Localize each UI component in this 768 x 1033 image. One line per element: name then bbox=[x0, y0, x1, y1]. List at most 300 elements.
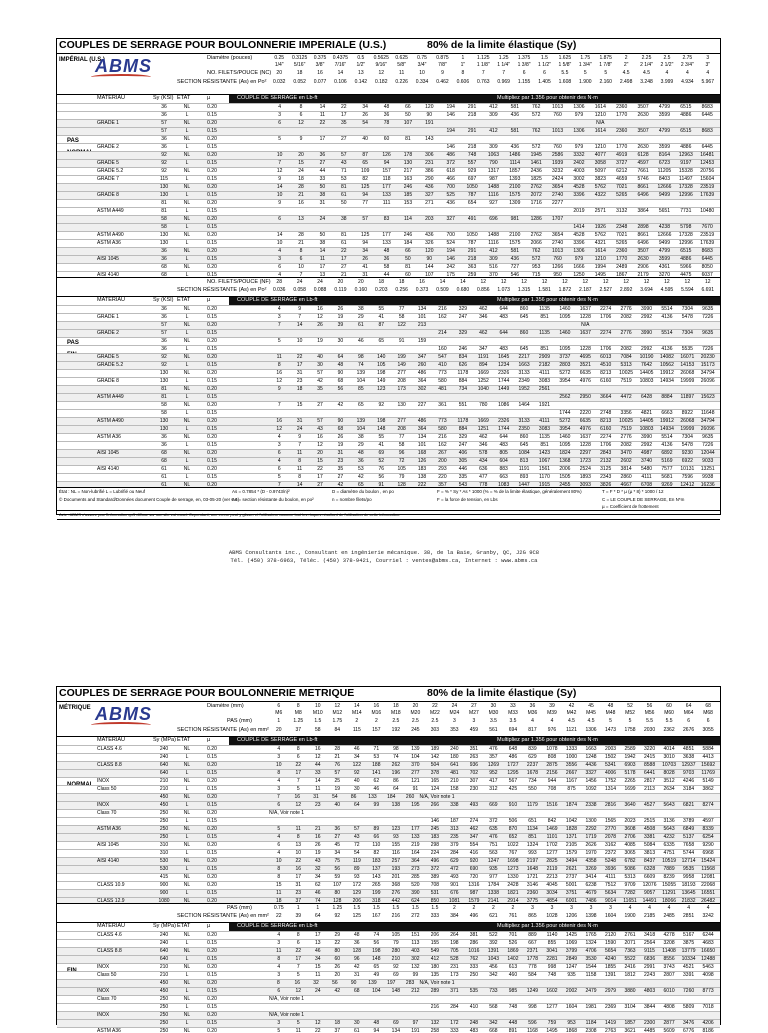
cell-et: L bbox=[185, 802, 189, 808]
torque-cell bbox=[654, 120, 675, 127]
header-value: 3 bbox=[550, 905, 554, 911]
torque-cell: 1867 bbox=[616, 272, 628, 278]
torque-cell bbox=[616, 322, 636, 329]
header-value: 30 bbox=[490, 703, 497, 709]
torque-cell: 191 bbox=[425, 120, 434, 126]
torque-cell: 953 bbox=[567, 1020, 576, 1026]
table-row bbox=[57, 247, 720, 255]
header-value: 0.5 bbox=[357, 55, 365, 61]
cell-et: NL bbox=[183, 370, 191, 376]
torque-cell: 178 bbox=[403, 152, 413, 158]
torque-cell: 2621 bbox=[565, 866, 578, 872]
table-row bbox=[57, 417, 720, 425]
torque-cell: 4528 bbox=[573, 232, 585, 238]
torque-cell: 1784 bbox=[487, 882, 499, 888]
torque-cell: 2950 bbox=[579, 394, 591, 400]
table-row bbox=[57, 833, 720, 841]
torque-cell: 851 bbox=[540, 346, 549, 352]
torque-cell: 1092 bbox=[585, 786, 597, 792]
header-value: 621 bbox=[489, 913, 498, 919]
torque-cell: 3507 bbox=[637, 104, 649, 110]
torque-cell: 80 bbox=[334, 948, 341, 954]
torque-cell: 363 bbox=[467, 264, 477, 270]
torque-cell bbox=[328, 818, 348, 825]
torque-cell: 17 bbox=[341, 112, 347, 118]
cell-mu: 0.20 bbox=[207, 434, 217, 440]
torque-cell bbox=[643, 810, 662, 817]
torque-cell: 1135 bbox=[539, 330, 550, 336]
torque-cell: 8 bbox=[299, 104, 303, 110]
torque-cell: 6 bbox=[296, 754, 300, 760]
torque-cell: 403 bbox=[411, 948, 420, 954]
cell-et: NL bbox=[183, 794, 191, 800]
company-address bbox=[0, 549, 768, 565]
torque-cell: 2360 bbox=[616, 104, 628, 110]
table-row bbox=[57, 1027, 720, 1033]
torque-cell: 43 bbox=[317, 426, 323, 432]
torque-cell: 2120 bbox=[604, 932, 617, 938]
torque-cell: 839 bbox=[528, 746, 537, 752]
torque-cell: 17 bbox=[295, 770, 302, 776]
torque-cell: 5 bbox=[277, 474, 281, 480]
torque-cell: 7304 bbox=[681, 434, 693, 440]
torque-cell: 668 bbox=[489, 1028, 498, 1033]
torque-cell: 2023 bbox=[624, 818, 636, 824]
torque-cell: 1669 bbox=[477, 418, 489, 424]
torque-cell: 1247 bbox=[565, 964, 578, 970]
torque-cell: 123 bbox=[377, 386, 386, 392]
torque-cell: 629 bbox=[450, 858, 459, 864]
torque-cell: 48 bbox=[383, 248, 390, 254]
torque-cell bbox=[699, 980, 718, 987]
torque-cell: 57 bbox=[354, 826, 360, 832]
torque-cell: 8403 bbox=[658, 176, 670, 182]
cell-mat: AISI 1045 bbox=[97, 256, 119, 262]
torque-cell: 10131 bbox=[680, 466, 695, 472]
torque-cell: 2762 bbox=[530, 184, 542, 190]
torque-cell: 119 bbox=[352, 858, 361, 864]
torque-cell: 81 bbox=[405, 264, 411, 270]
torque-cell: 260 bbox=[417, 362, 427, 368]
torque-values bbox=[269, 370, 718, 377]
torque-cell: 6 bbox=[296, 940, 300, 946]
torque-cell: 6723 bbox=[658, 160, 670, 166]
torque-cell: 4821 bbox=[640, 410, 653, 416]
torque-cell bbox=[397, 208, 418, 215]
header-value: 2.75 bbox=[682, 55, 693, 61]
torque-cell: 15 bbox=[298, 160, 304, 166]
torque-cell: 128 bbox=[352, 948, 361, 954]
torque-cell bbox=[386, 1004, 406, 1011]
torque-cell bbox=[398, 996, 417, 1003]
torque-cell bbox=[473, 996, 492, 1003]
torque-cell: 8773 bbox=[702, 988, 714, 994]
torque-cell: 21 bbox=[298, 192, 304, 198]
torque-cell: 651 bbox=[528, 818, 537, 824]
torque-cell: 1721 bbox=[526, 874, 539, 880]
torque-cell bbox=[514, 394, 534, 401]
torque-cell: 1101 bbox=[546, 834, 558, 840]
header-value: 1 3/8" bbox=[517, 62, 531, 68]
cell-mat: GRADE 5 bbox=[97, 160, 119, 166]
torque-cell: 4919 bbox=[616, 152, 628, 158]
torque-values bbox=[269, 466, 718, 473]
torque-cell: 2740 bbox=[552, 192, 564, 198]
cell-et: L bbox=[185, 208, 189, 214]
header-value: 761 bbox=[508, 913, 518, 919]
header-value: 3.5 bbox=[509, 718, 517, 724]
torque-cell: 1828 bbox=[565, 826, 578, 832]
torque-values bbox=[269, 248, 718, 255]
torque-cell: 6244 bbox=[702, 932, 714, 938]
torque-cell: 998 bbox=[547, 964, 557, 970]
torque-cell: 137 bbox=[372, 866, 381, 872]
torque-cell: 1706 bbox=[600, 314, 612, 320]
header-value: 3/8" bbox=[315, 62, 325, 68]
torque-cell bbox=[555, 386, 575, 393]
footer-d-note: D = diamètre du boulon , en po bbox=[332, 489, 394, 494]
header-value: 20 bbox=[412, 703, 419, 709]
torque-cell: 697 bbox=[467, 176, 477, 182]
cell-sy: 310 bbox=[159, 842, 169, 848]
torque-cell bbox=[643, 996, 662, 1003]
cell-mu: 0.15 bbox=[207, 192, 217, 198]
header-value: 24 bbox=[451, 703, 458, 709]
torque-cell: 406 bbox=[458, 450, 468, 456]
torque-cell: 496 bbox=[430, 858, 440, 864]
header-value: 4 bbox=[665, 70, 669, 76]
table-row bbox=[57, 939, 720, 947]
torque-cell: 3823 bbox=[594, 176, 606, 182]
torque-cell: 6445 bbox=[701, 144, 713, 150]
header-value: 0.119 bbox=[334, 287, 347, 293]
torque-cell: 1970 bbox=[585, 850, 597, 856]
torque-cell: 218 bbox=[467, 256, 477, 262]
torque-cell: 57 bbox=[317, 418, 323, 424]
torque-cell: 6 bbox=[277, 802, 281, 808]
torque-cell: 3638 bbox=[683, 754, 695, 760]
torque-cell: 4751 bbox=[663, 850, 675, 856]
torque-cell: 648 bbox=[508, 746, 518, 752]
header-value: 6 bbox=[687, 718, 690, 724]
header-value: 1121 bbox=[566, 727, 577, 733]
header-value: 2.498 bbox=[619, 79, 633, 85]
torque-cell: 1050 bbox=[466, 184, 478, 190]
torque-cell: 40 bbox=[317, 354, 323, 360]
torque-cell: 89 bbox=[373, 826, 380, 832]
torque-cell: 4436 bbox=[585, 762, 597, 768]
torque-cell: 446 bbox=[458, 466, 468, 472]
header-value: 14 bbox=[337, 70, 344, 76]
torque-cell: 153 bbox=[403, 200, 413, 206]
torque-cell: 2066 bbox=[530, 240, 542, 246]
cell-et: L bbox=[185, 1004, 189, 1010]
torque-cell: 250 bbox=[469, 972, 479, 978]
torque-cell: 1043 bbox=[487, 956, 499, 962]
torque-cell: 194 bbox=[446, 104, 455, 110]
table-row bbox=[57, 409, 720, 417]
torque-cell: 920 bbox=[469, 858, 479, 864]
torque-cell: 15055 bbox=[662, 882, 677, 888]
torque-cell: 65 bbox=[378, 338, 385, 344]
header-value: 496 bbox=[469, 913, 479, 919]
torque-cell: 26 bbox=[337, 434, 344, 440]
torque-cell: 4136 bbox=[661, 442, 673, 448]
torque-cell: 16551 bbox=[701, 890, 716, 896]
metric-sheet bbox=[56, 686, 721, 1033]
torque-cell: 11 bbox=[295, 1028, 301, 1033]
cell-mu: 0.20 bbox=[207, 948, 217, 954]
torque-cell: 175 bbox=[446, 272, 455, 278]
torque-cell: 22 bbox=[315, 1028, 321, 1033]
torque-cell: 3954 bbox=[559, 426, 571, 432]
torque-cell: 60 bbox=[383, 136, 390, 142]
torque-cell: 206 bbox=[352, 898, 361, 904]
cell-sy: 68 bbox=[161, 450, 167, 456]
header-value: 1028 bbox=[546, 913, 558, 919]
cell-sy: 57 bbox=[161, 120, 167, 126]
logo-swoosh-metric-icon bbox=[91, 722, 151, 728]
torque-cell: 36 bbox=[354, 940, 360, 946]
cell-sy: 36 bbox=[161, 314, 167, 320]
torque-cell bbox=[419, 144, 440, 151]
torque-cell: 9 bbox=[278, 176, 282, 182]
torque-cell: 1022 bbox=[507, 842, 519, 848]
torque-cell: 76 bbox=[334, 762, 341, 768]
header-value: M24 bbox=[449, 710, 460, 716]
torque-cell: 16 bbox=[295, 866, 302, 872]
torque-cell: 944 bbox=[547, 778, 557, 784]
cell-sy: 130 bbox=[159, 370, 169, 376]
torque-cell: 293 bbox=[438, 466, 447, 472]
torque-cell: 767 bbox=[508, 850, 518, 856]
torque-cell: 258 bbox=[430, 1028, 440, 1033]
torque-cell: 2265 bbox=[624, 778, 636, 784]
torque-cell: 2817 bbox=[643, 778, 656, 784]
torque-cell: 2100 bbox=[509, 184, 521, 190]
torque-cell: 105 bbox=[377, 362, 386, 368]
torque-cell: 90 bbox=[337, 370, 344, 376]
header-value: 1.25 bbox=[293, 718, 304, 724]
torque-cell: 12412 bbox=[680, 482, 695, 488]
torque-cell: 248 bbox=[469, 1020, 479, 1026]
torque-cell: 240 bbox=[450, 746, 459, 752]
torque-cell: 48 bbox=[354, 932, 360, 938]
torque-cell: 1770 bbox=[616, 256, 628, 262]
cell-mat: INOX bbox=[97, 988, 110, 994]
torque-cell: 90 bbox=[426, 112, 433, 118]
torque-cell: 9 bbox=[299, 136, 303, 142]
table-row bbox=[57, 151, 720, 159]
torque-cell: 6160 bbox=[600, 378, 612, 384]
torque-cell: 183 bbox=[372, 858, 381, 864]
torque-cell: 2807 bbox=[663, 972, 675, 978]
cell-mat: INOX bbox=[97, 1012, 110, 1018]
table-row bbox=[57, 873, 720, 881]
torque-cell: 581 bbox=[510, 104, 519, 110]
torque-cell: 7363 bbox=[624, 948, 636, 954]
torque-cell: 4706 bbox=[585, 948, 597, 954]
torque-values bbox=[269, 160, 718, 167]
torque-cell: 72 bbox=[398, 458, 405, 464]
imperial-normal-rows bbox=[57, 103, 720, 278]
table-row bbox=[57, 127, 720, 135]
header-value: 2.160 bbox=[599, 79, 612, 85]
torque-cell: 1168 bbox=[527, 1028, 538, 1033]
header-value: 0.5625 bbox=[373, 55, 389, 61]
torque-cell: 1614 bbox=[594, 248, 606, 254]
torque-cell: 1637 bbox=[579, 434, 591, 440]
torque-cell: 1178 bbox=[457, 418, 469, 424]
imperial-title: COUPLES DE SERRAGE POUR BOULONNERIE IMPERIALE (U.S.) bbox=[59, 39, 387, 51]
table-row bbox=[57, 393, 720, 401]
torque-cell: 624 bbox=[411, 898, 420, 904]
torque-values bbox=[269, 890, 718, 897]
torque-cell: 35 bbox=[341, 120, 347, 126]
table-row bbox=[57, 809, 720, 817]
cell-et: NL bbox=[183, 980, 191, 986]
torque-cell: 29 bbox=[358, 442, 364, 448]
torque-cell: 1234 bbox=[498, 362, 510, 368]
imperial-header bbox=[57, 54, 720, 95]
torque-values bbox=[269, 972, 718, 979]
header-value: M22 bbox=[430, 710, 440, 716]
torque-cell: 3132 bbox=[616, 208, 628, 214]
header-value: 2.5 bbox=[663, 55, 671, 61]
cell-et: NL bbox=[183, 882, 191, 888]
torque-cell: 4045 bbox=[546, 882, 558, 888]
torque-cell: 14934 bbox=[659, 426, 674, 432]
torque-cell: 1158 bbox=[585, 972, 597, 978]
metric-col-couple: COUPLE DE SERRAGE en Lb-ft bbox=[237, 737, 318, 743]
torque-cell: 7 bbox=[277, 402, 281, 408]
torque-cell: 15173 bbox=[700, 362, 715, 368]
header-value: 4 bbox=[550, 718, 554, 724]
header-value: M8 bbox=[294, 710, 302, 716]
torque-cell: 762 bbox=[532, 128, 541, 134]
imperial-sheet bbox=[56, 38, 721, 515]
torque-cell: 1063 bbox=[487, 152, 499, 158]
cell-et: NL bbox=[183, 184, 191, 190]
torque-cell bbox=[698, 402, 718, 409]
cell-sy: 900 bbox=[159, 890, 169, 896]
table-row bbox=[57, 337, 720, 345]
torque-cell bbox=[391, 410, 411, 417]
header-value: 42 bbox=[568, 703, 575, 709]
torque-cell: 34794 bbox=[700, 418, 715, 424]
torque-cell: 7 bbox=[296, 778, 300, 784]
torque-cell: 12081 bbox=[701, 874, 716, 880]
torque-values bbox=[269, 112, 718, 119]
header-value: 12 bbox=[704, 279, 711, 285]
header-value: 24 bbox=[317, 279, 323, 285]
torque-cell: 94 bbox=[373, 1028, 380, 1033]
torque-cell: 1666 bbox=[573, 264, 585, 270]
torque-cell: 6128 bbox=[637, 152, 649, 158]
table-row bbox=[57, 305, 720, 313]
torque-cell: 2803 bbox=[559, 362, 571, 368]
torque-cell: 4232 bbox=[663, 834, 675, 840]
torque-cell: 60 bbox=[405, 272, 411, 278]
torque-cell: 61 bbox=[341, 240, 347, 246]
torque-cell bbox=[492, 980, 511, 987]
torque-cell: 1081 bbox=[448, 898, 460, 904]
cell-sy: 450 bbox=[159, 988, 169, 994]
torque-cell: 105 bbox=[391, 932, 401, 938]
torque-cell: 62 bbox=[373, 778, 380, 784]
torque-cell: 3751 bbox=[565, 890, 578, 896]
cell-sy: 61 bbox=[161, 482, 167, 488]
torque-cell: 206 bbox=[430, 932, 440, 938]
torque-cell: 4321 bbox=[594, 240, 606, 246]
torque-cell: 547 bbox=[438, 354, 447, 360]
torque-cell: 5167 bbox=[683, 932, 695, 938]
torque-cell: 7 bbox=[278, 160, 282, 166]
torque-cell: 626 bbox=[458, 362, 468, 368]
torque-cell: 3814 bbox=[620, 466, 632, 472]
metric-pas-label: PAS (mm) bbox=[227, 718, 252, 724]
torque-cell: 762 bbox=[469, 956, 479, 962]
header-value: 4.934 bbox=[681, 79, 694, 85]
header-value: 7 bbox=[481, 70, 485, 76]
header-value: 0.334 bbox=[415, 79, 429, 85]
torque-cell: 110 bbox=[372, 842, 381, 848]
imperial-pas-fin-section bbox=[57, 297, 720, 488]
torque-cell: 1869 bbox=[507, 948, 519, 954]
torque-cell: 4799 bbox=[658, 248, 670, 254]
torque-cell: 5746 bbox=[637, 176, 649, 182]
header-value: M60 bbox=[664, 710, 674, 716]
torque-cell: 1502 bbox=[604, 754, 617, 760]
torque-cell: 56 bbox=[332, 980, 338, 986]
cell-et: L bbox=[185, 458, 189, 464]
torque-cell: 790 bbox=[489, 160, 498, 166]
cell-et: NL bbox=[183, 450, 191, 456]
torque-cell: 16 bbox=[276, 418, 282, 424]
torque-cell: 8 bbox=[277, 980, 280, 986]
torque-cell: 10 bbox=[275, 762, 282, 768]
torque-cell: 11 bbox=[276, 948, 282, 954]
torque-cell: 1461 bbox=[530, 160, 542, 166]
header-value: 0.182 bbox=[374, 79, 388, 85]
torque-cell bbox=[568, 136, 589, 143]
torque-cell: 8339 bbox=[702, 826, 714, 832]
torque-cell: 1300 bbox=[585, 818, 597, 824]
torque-cell: 11205 bbox=[657, 168, 672, 174]
cell-sy: 92 bbox=[161, 168, 167, 174]
cell-sy: 36 bbox=[161, 248, 167, 254]
cell-sy: 36 bbox=[161, 104, 167, 110]
torque-cell: 3146 bbox=[526, 882, 539, 888]
torque-cell: 8 bbox=[277, 866, 281, 872]
torque-cell bbox=[483, 136, 504, 143]
torque-cell: 27 bbox=[337, 474, 344, 480]
torque-cell: 370 bbox=[489, 272, 498, 278]
torque-cell: 2479 bbox=[585, 988, 597, 994]
torque-cell: 10 bbox=[276, 192, 283, 198]
torque-cell bbox=[680, 996, 699, 1003]
torque-cell: 1669 bbox=[477, 370, 489, 376]
metric-diameter-values bbox=[269, 703, 718, 709]
cell-et: NL bbox=[183, 232, 191, 238]
torque-cell: 483 bbox=[499, 442, 508, 448]
torque-cell: 1423 bbox=[538, 450, 551, 456]
torque-cell: 3880 bbox=[624, 988, 636, 994]
footer-formula1: As = 0.7854 * (D - 0.9743/n)² bbox=[232, 489, 290, 494]
torque-cell: 462 bbox=[479, 306, 488, 312]
torque-cell: 10334 bbox=[681, 956, 696, 962]
pas-normal-vertical-label: PAS bbox=[67, 138, 79, 144]
